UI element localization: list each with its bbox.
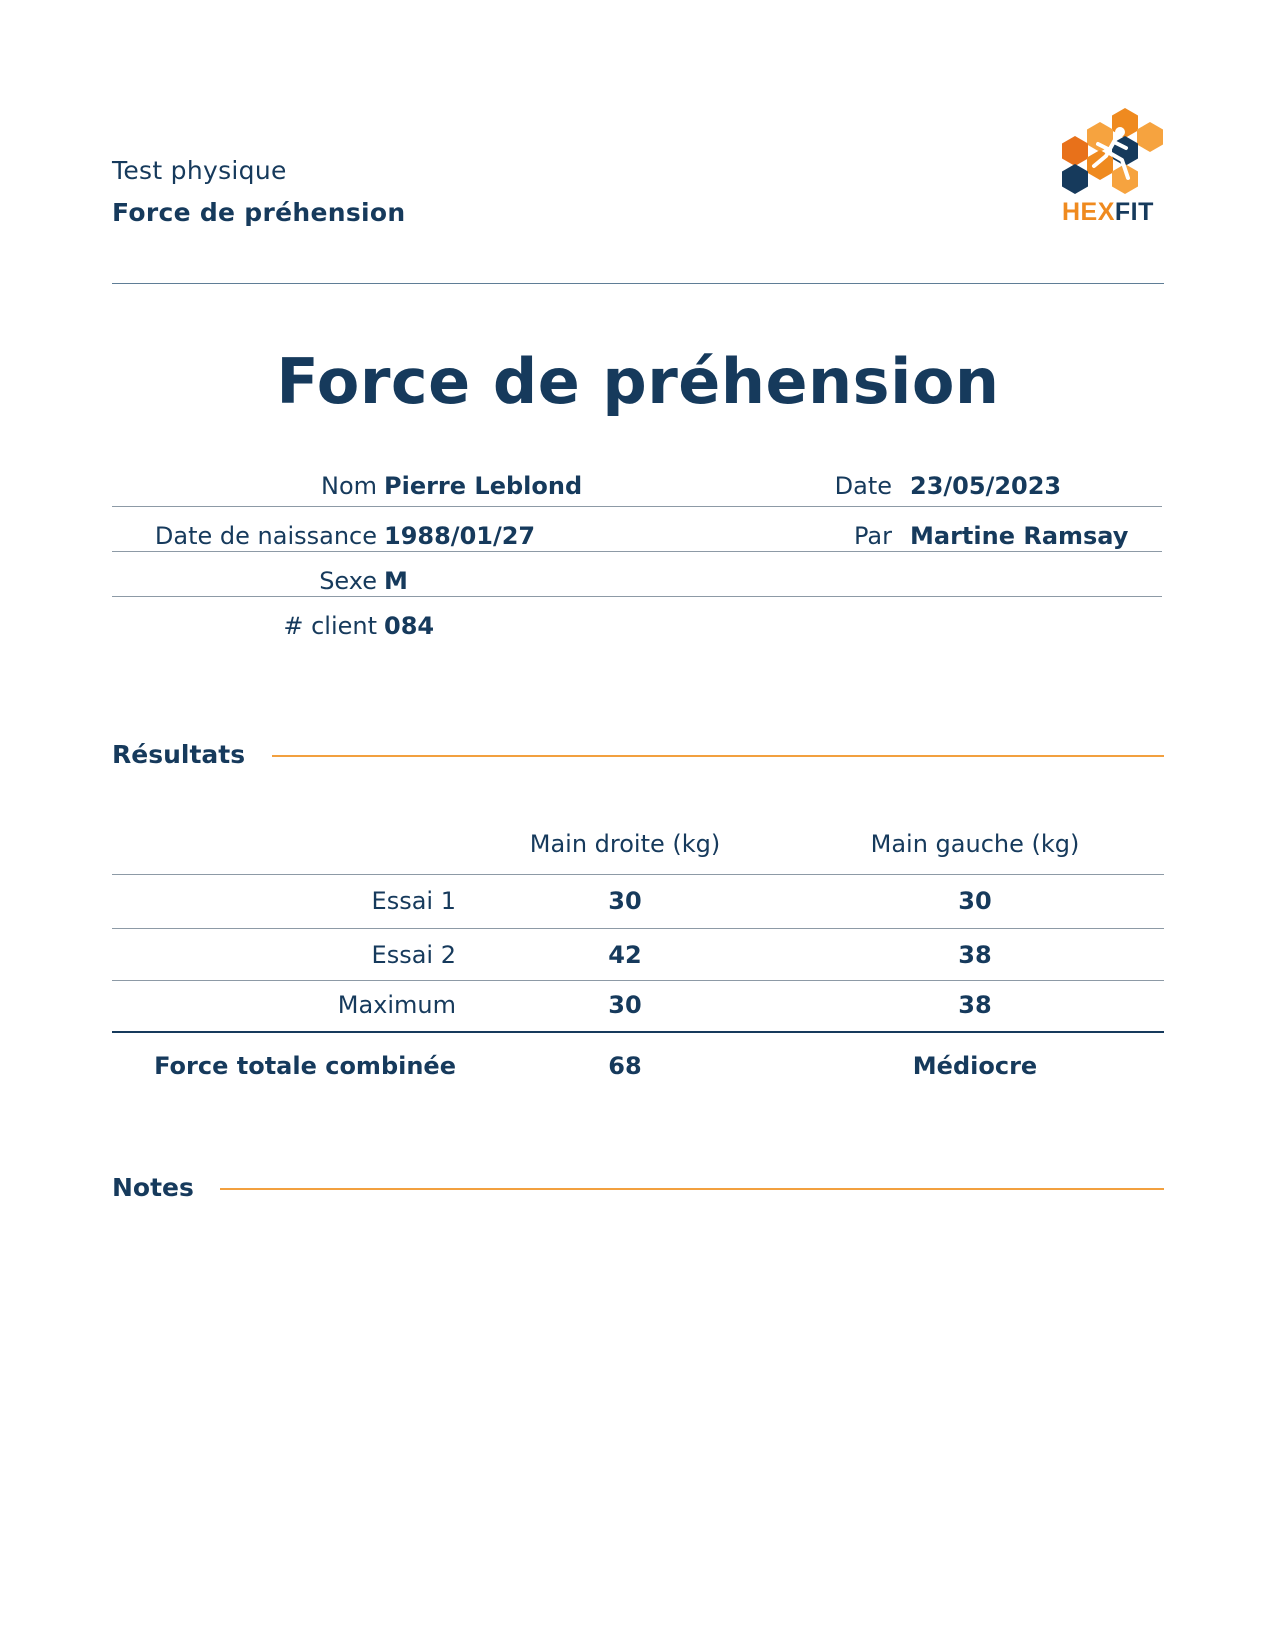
results-section-heading	[112, 740, 1164, 774]
info-row-client	[112, 597, 1162, 641]
col-header-right-hand: Main droite (kg)	[529, 830, 721, 858]
nom-label: Nom	[320, 472, 377, 500]
header-title: Force de préhension	[112, 198, 406, 227]
col-header-left-hand: Main gauche (kg)	[870, 830, 1080, 858]
par-value: Martine Ramsay	[910, 522, 1129, 550]
table-row	[112, 929, 1164, 981]
results-heading: Résultats	[112, 740, 267, 769]
notes-section-heading	[112, 1173, 1164, 1207]
table-row	[112, 981, 1164, 1033]
logo-wordmark	[1062, 198, 1154, 227]
notes-heading-rule	[220, 1188, 1164, 1190]
table-header-row	[112, 820, 1164, 875]
row-label: Essai 1	[371, 887, 456, 915]
row-label: Essai 2	[371, 941, 456, 969]
nom-value: Pierre Leblond	[384, 472, 583, 500]
table-total-row	[112, 1033, 1164, 1089]
right-hand-value: 30	[608, 991, 642, 1019]
sexe-value: M	[384, 567, 408, 595]
client-value: 084	[384, 612, 435, 640]
client-label: # client	[283, 612, 377, 640]
naissance-value: 1988/01/27	[384, 522, 536, 550]
logo-text-hex: HEX	[1062, 198, 1115, 226]
page-title: Force de préhension	[276, 345, 1000, 418]
par-label: Par	[854, 522, 892, 550]
header-divider	[112, 283, 1164, 284]
right-hand-value: 42	[608, 941, 642, 969]
table-row	[112, 875, 1164, 929]
total-rating: Médiocre	[912, 1052, 1038, 1080]
info-row-nom	[112, 462, 1162, 507]
info-row-naissance	[112, 507, 1162, 552]
left-hand-value: 30	[958, 887, 992, 915]
header-subtitle: Test physique	[112, 156, 287, 185]
date-label: Date	[834, 472, 892, 500]
total-value: 68	[608, 1052, 642, 1080]
date-value: 23/05/2023	[910, 472, 1062, 500]
notes-heading: Notes	[112, 1173, 216, 1202]
row-label: Maximum	[337, 991, 456, 1019]
naissance-label: Date de naissance	[154, 522, 377, 550]
total-label: Force totale combinée	[154, 1052, 456, 1080]
info-row-sexe	[112, 552, 1162, 597]
results-heading-rule	[272, 755, 1164, 757]
left-hand-value: 38	[958, 941, 992, 969]
right-hand-value: 30	[608, 887, 642, 915]
left-hand-value: 38	[958, 991, 992, 1019]
sexe-label: Sexe	[319, 567, 377, 595]
logo-text-fit: FIT	[1114, 198, 1154, 226]
